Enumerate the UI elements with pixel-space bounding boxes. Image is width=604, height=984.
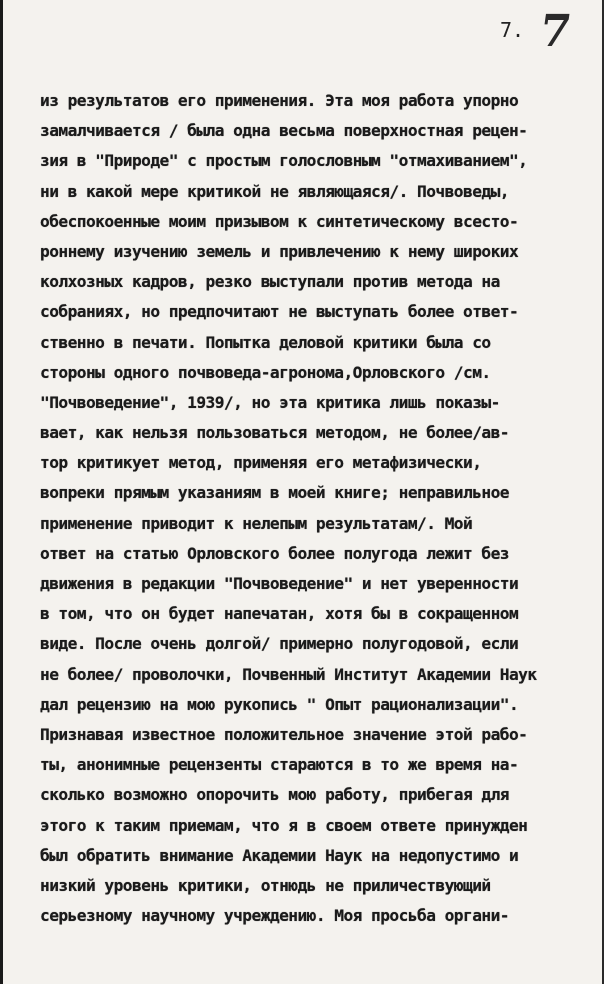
text-line: роннему изучению земель и привлечению к нему широких — [40, 241, 519, 261]
text-line: серьезному научному учреждению. Моя просьба органи- — [40, 906, 509, 926]
text-line: ни в какой мере критикой не являющаяся/. Почвоведы, — [40, 181, 509, 201]
text-line: этого к таким приемам, что я в своем ответе принужден — [40, 815, 528, 835]
text-line: дал рецензию на мою рукопись " Опыт рационализации". — [40, 694, 519, 714]
text-line: ственно в печати. Попытка деловой критики была со — [40, 332, 491, 352]
text-line: замалчивается / была одна весьма поверхностная рецен- — [40, 121, 528, 141]
text-line: из результатов его применения. Эта моя работа упорно — [40, 91, 519, 110]
text-line: в том, что он будет напечатан, хотя бы в сокращенном — [40, 604, 519, 624]
scan-edge-left — [0, 0, 3, 984]
text-line: не более/ проволочки, Почвенный Институт Академии Наук — [40, 664, 537, 684]
text-line: Признавая известное положительное значение этой рабо- — [40, 724, 528, 744]
text-line: "Почвоведение", 1939/, но эта критика лишь показы- — [40, 392, 500, 412]
text-line: стороны одного почвоведа-агронома,Орловского /см. — [40, 362, 491, 382]
page-number-typed: 7. — [500, 18, 525, 42]
text-line: сколько возможно опорочить мою работу, прибегая для — [40, 785, 509, 805]
text-line: вопреки прямым указаниям в моей книге; неправильное — [40, 483, 509, 503]
page-number-handwritten: 7 — [536, 6, 575, 57]
text-line: виде. После очень долгой/ примерно полугодовой, если — [40, 634, 519, 654]
body-text — [40, 86, 600, 931]
text-line: колхозных кадров, резко выступали против метода на — [40, 272, 500, 292]
text-line: обеспокоенные моим призывом к синтетическому всесто- — [40, 211, 519, 231]
text-line: был обратить внимание Академии Наук на недопустимо и — [40, 845, 519, 865]
text-line: вает, как нельзя пользоваться методом, не более/ав- — [40, 423, 509, 443]
text-line: движения в редакции "Почвоведение" и нет уверенности — [40, 574, 519, 593]
text-line: ответ на статью Орловского более полугода лежит без — [40, 543, 509, 563]
text-line: собраниях, но предпочитают не выступать более ответ- — [40, 302, 519, 322]
text-line: зия в "Природе" с простым голословным "отмахиванием", — [40, 151, 528, 171]
text-line: применение приводит к нелепым результатам/. Мой — [40, 513, 473, 533]
text-line: тор критикует метод, применяя его метафизически, — [40, 453, 482, 473]
text-line: ты, анонимные рецензенты стараются в то же время на- — [40, 755, 519, 775]
text-line: низкий уровень критики, отнюдь не приличествующий — [40, 875, 491, 895]
